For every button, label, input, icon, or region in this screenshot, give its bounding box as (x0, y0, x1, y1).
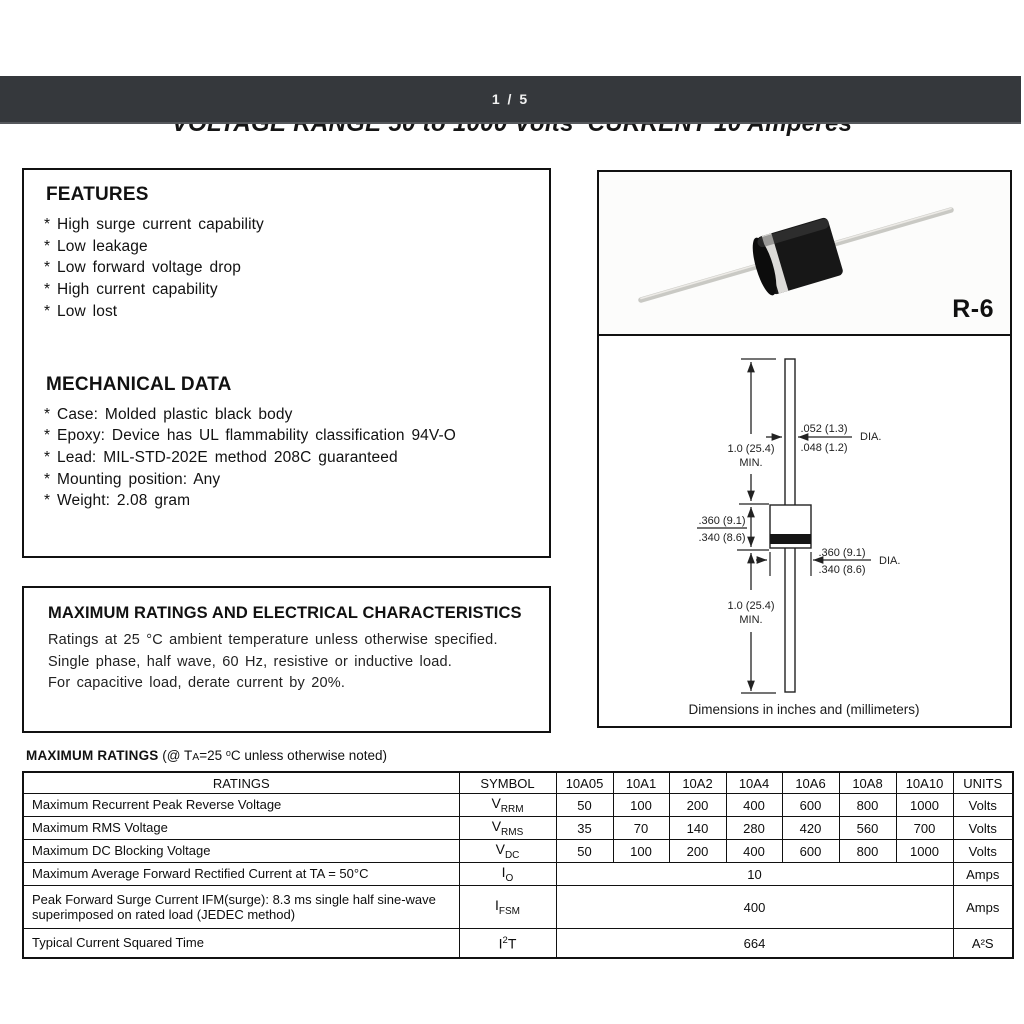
symbol-cell: $I_O$ (459, 863, 556, 886)
value-cell: 1000 (896, 794, 953, 817)
column-header: 10A1 (613, 772, 669, 794)
list-item: * Low lost (44, 302, 118, 320)
units-cell: Volts (953, 840, 1013, 863)
dim-body-dia-max: .360 (9.1) (818, 547, 866, 559)
rating-label-cell: Peak Forward Surge Current IFM(surge): 8.3 ms single half sine-wave superimposed on rated load (JEDEC method) (23, 886, 459, 929)
value-cell: 400 (726, 840, 782, 863)
rating-label-cell: Maximum DC Blocking Voltage (23, 840, 459, 863)
list-item: * Mounting position: Any (44, 470, 221, 488)
viewer-pager-bar (0, 76, 1021, 124)
table-header-row (23, 772, 1013, 794)
symbol-cell: $V_{RMS}$ (459, 817, 556, 840)
features-box (22, 168, 551, 558)
value-cell: 50 (556, 840, 613, 863)
column-header: SYMBOL (459, 772, 556, 794)
dim-body-length-min: .340 (8.6) (698, 532, 746, 544)
list-item: For capacitive load, derate current by 20%. (48, 675, 346, 692)
rating-label-cell: Maximum RMS Voltage (23, 817, 459, 840)
dim-body-length-max: .360 (9.1) (698, 515, 746, 527)
ratings-heading: MAXIMUM RATINGS AND ELECTRICAL CHARACTERISTICS (48, 604, 522, 622)
column-header: 10A10 (896, 772, 953, 794)
table-row (23, 863, 1013, 886)
units-cell: Volts (953, 794, 1013, 817)
rating-label-cell: Maximum Recurrent Peak Reverse Voltage (23, 794, 459, 817)
dim-lead-dia-min: .048 (1.2) (800, 442, 848, 454)
value-cell: 50 (556, 794, 613, 817)
list-item: * Low leakage (44, 237, 148, 255)
column-header: UNITS (953, 772, 1013, 794)
list-item: * High surge current capability (44, 216, 264, 233)
page-indicator: 1 / 5 (491, 91, 530, 107)
units-cell: Amps (953, 886, 1013, 929)
diagram-caption: Dimensions in inches and (millimeters) (688, 702, 920, 717)
table-row (23, 886, 1013, 929)
value-cell: 600 (782, 794, 839, 817)
column-header: 10A2 (669, 772, 726, 794)
rating-label-cell: Maximum Average Forward Rectified Current at TA = 50°C (23, 863, 459, 886)
value-cell: 200 (669, 794, 726, 817)
package-panel (597, 170, 1012, 728)
ratings-lines (48, 630, 525, 695)
column-header: 10A05 (556, 772, 613, 794)
value-cell: 280 (726, 817, 782, 840)
mechanical-list (44, 404, 529, 513)
list-item: * Lead: MIL-STD-202E method 208C guaranteed (44, 448, 398, 466)
table-title-note (162, 748, 387, 763)
symbol-cell: $I_{FSM}$ (459, 886, 556, 929)
units-cell: A²S (953, 929, 1013, 959)
table-row (23, 929, 1013, 959)
list-item: * Low forward voltage drop (44, 259, 241, 277)
symbol-cell: $V_{RRM}$ (459, 794, 556, 817)
value-cell-span: 10 (556, 863, 953, 886)
table-title (26, 748, 387, 763)
table-title-bold: MAXIMUM RATINGS (26, 748, 159, 763)
units-cell: Volts (953, 817, 1013, 840)
diode-photo-illustration (599, 172, 1010, 334)
dimension-diagram (599, 336, 1010, 726)
dim-lead-length-top: 1.0 (25.4) (727, 443, 775, 455)
value-cell: 600 (782, 840, 839, 863)
value-cell: 140 (669, 817, 726, 840)
value-cell: 560 (839, 817, 896, 840)
text-segment: (@ T (162, 748, 193, 763)
list-item: * High current capability (44, 281, 218, 299)
text-segment: =25 (199, 748, 226, 763)
table-row (23, 794, 1013, 817)
list-item: * Weight: 2.08 gram (44, 492, 191, 510)
value-cell: 100 (613, 840, 669, 863)
dim-lead-dia-label: DIA. (860, 431, 882, 443)
list-item: * Epoxy: Device has UL flammability classification 94V-O (44, 427, 456, 445)
dim-lead-length-bottom-min: MIN. (739, 614, 763, 626)
symbol-cell: $V_{DC}$ (459, 840, 556, 863)
column-header: 10A8 (839, 772, 896, 794)
value-cell: 70 (613, 817, 669, 840)
table-row (23, 840, 1013, 863)
list-item: Single phase, half wave, 60 Hz, resistive or inductive load. (48, 653, 452, 670)
value-cell: 800 (839, 794, 896, 817)
package-code: R-6 (952, 295, 994, 323)
value-cell-span: 664 (556, 929, 953, 959)
component-photo (599, 172, 1010, 336)
list-item: * Case: Molded plastic black body (44, 405, 293, 423)
rating-label-cell: Typical Current Squared Time (23, 929, 459, 959)
features-heading: FEATURES (46, 184, 149, 205)
text-segment: o (225, 748, 231, 758)
value-cell-span: 400 (556, 886, 953, 929)
column-header: 10A6 (782, 772, 839, 794)
table-row (23, 817, 1013, 840)
value-cell: 800 (839, 840, 896, 863)
value-cell: 1000 (896, 840, 953, 863)
features-list (44, 214, 529, 323)
dim-lead-length-top-min: MIN. (739, 457, 763, 469)
dim-body-dia-label: DIA. (879, 555, 901, 567)
text-segment: A (192, 751, 200, 763)
maximum-ratings-table (22, 771, 1014, 959)
ratings-characteristics-box (22, 586, 551, 733)
value-cell: 700 (896, 817, 953, 840)
value-cell: 100 (613, 794, 669, 817)
value-cell: 35 (556, 817, 613, 840)
units-cell: Amps (953, 863, 1013, 886)
dim-lead-dia-max: .052 (1.3) (800, 423, 848, 435)
symbol-cell: $I^2T$ (459, 929, 556, 959)
value-cell: 400 (726, 794, 782, 817)
cathode-band (770, 534, 811, 544)
dim-body-dia-min: .340 (8.6) (818, 564, 866, 576)
text-segment: C unless otherwise noted) (230, 748, 387, 763)
column-header: RATINGS (23, 772, 459, 794)
dimension-drawing (599, 336, 1010, 726)
list-item: Ratings at 25 °C ambient temperature unless otherwise specified. (48, 632, 498, 648)
column-header: 10A4 (726, 772, 782, 794)
mechanical-heading: MECHANICAL DATA (46, 373, 232, 395)
dim-lead-length-bottom: 1.0 (25.4) (727, 600, 775, 612)
value-cell: 420 (782, 817, 839, 840)
value-cell: 200 (669, 840, 726, 863)
